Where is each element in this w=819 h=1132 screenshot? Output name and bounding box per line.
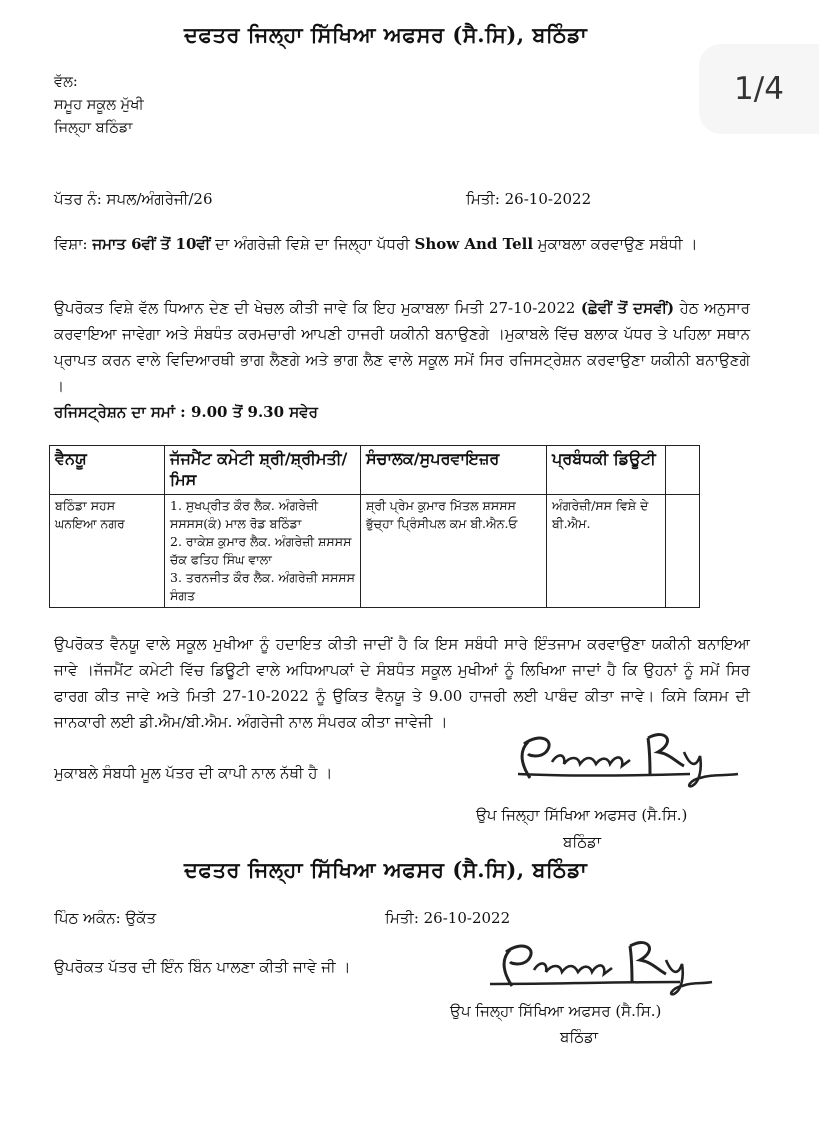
addressee-to: ਵੱਲ: [54, 74, 78, 90]
signature-image [480, 930, 720, 1000]
venue-table [49, 445, 700, 608]
subject-classes: ਜਮਾਤ 6ਵੀਂ ਤੋਂ 10ਵੀਂ [92, 235, 211, 253]
signatory-place: ਬਠਿੰਡਾ [563, 833, 602, 851]
cell-extra [666, 495, 700, 608]
paragraph-intro [54, 295, 750, 399]
header-venue: ਵੈਨਯੂ [50, 446, 165, 495]
signatory-place: ਬਠਿੰਡਾ [560, 1028, 599, 1046]
attachment-note: ਮੁਕਾਬਲੇ ਸੰਬਧੀ ਮੂਲ ਪੱਤਰ ਦੀ ਕਾਪੀ ਨਾਲ ਨੱਥੀ ਹੈ । [54, 764, 333, 782]
committee-member: 2. ਰਾਕੇਸ਼ ਕੁਮਾਰ ਲੈਕ. ਅੰਗਰੇਜ਼ੀ ਸ਼ਸਸਸ ਚੱਕ ਫਤਿਹ ਸਿੰਘ ਵਾਲਾ [170, 534, 352, 567]
header-admin-duty: ਪ੍ਰਬੰਧਕੀ ਡਿਊਟੀ [547, 446, 666, 495]
endorsement-office-title: ਦਫਤਰ ਜਿਲ੍ਹਾ ਸਿੱਖਿਆ ਅਫਸਰ (ਸੈ.ਸਿ), ਬਠਿੰਡਾ [184, 857, 588, 882]
signatory-designation: ਉਪ ਜਿਲ੍ਹਾ ਸਿੱਖਿਆ ਅਫਸਰ (ਸੈ.ਸਿ.) [476, 806, 688, 824]
signature-image [500, 722, 760, 792]
cell-supervisor: ਸ਼੍ਰੀ ਪ੍ਰੇਮ ਕੁਮਾਰ ਮਿੱਤਲ ਸ਼ਸਸਸ ਭੁੱਚ੍ਹਾ ਪ੍ਰਿੰਸੀਪਲ ਕਮ ਬੀ.ਐਨ.ਓ [361, 495, 547, 608]
letter-number: ਪੱਤਰ ਨੰ: ਸਪਲ/ਅੰਗਰੇਜੀ/26 [54, 190, 213, 208]
endorsement-number: ਪਿੰਠ ਅਕੰਨ: ਉਕੱਤ [54, 909, 157, 927]
office-title: ਦਫਤਰ ਜਿਲ੍ਹਾ ਸਿੱਖਿਆ ਅਫਸਰ (ਸੈ.ਸਿ), ਬਠਿੰਡਾ [184, 22, 588, 47]
cell-committee [165, 495, 361, 608]
subject-label: ਵਿਸ਼ਾ: [54, 235, 88, 253]
paragraph-intro-part1: ਉਪਰੋਕਤ ਵਿਸ਼ੇ ਵੱਲ ਧਿਆਨ ਦੇਣ ਦੀ ਖੇਚਲ ਕੀਤੀ ਜਾਵੇ ਕਿ ਇਹ ਮੁਕਾਬਲਾ ਮਿਤੀ 27-10-2022 [54, 299, 576, 317]
letter-date: ਮਿਤੀ: 26-10-2022 [466, 190, 592, 208]
addressee-line2: ਜਿਲ੍ਹਾ ਬਠਿੰਡਾ [54, 120, 133, 136]
addressee-line1: ਸਮੂਹ ਸਕੂਲ ਮੁੱਖੀ [54, 97, 144, 113]
committee-member: 3. ਤਰਨਜੀਤ ਕੌਰ ਲੈਕ. ਅੰਗਰੇਜ਼ੀ ਸਸਸਸ ਸੰਗਤ [170, 570, 355, 603]
endorsement-date: ਮਿਤੀ: 26-10-2022 [385, 909, 511, 927]
subject-line [54, 231, 750, 257]
paragraph-intro-part2: ਹੇਠ ਅਨੁਸਾਰ ਕਰਵਾਇਆ ਜਾਵੇਗਾ ਅਤੇ ਸੰਬਧੰਤ ਕਰਮਚਾਰੀ ਆਪਣੀ ਹਾਜਰੀ ਯਕੀਨੀ ਬਨਾਉਣਗੇ ।ਮੁਕਾਬਲੇ ਵਿੱਚ ਬਲਾਕ ਪੱਧਰ ਤੇ ਪਹਿਲਾ ਸਥਾਨ ਪ੍ਰਾਪਤ ਕਰਨ ਵਾਲੇ ਵਿਦਿਆਰਥੀ ਭਾਗ ਲੈਣਗੇ ਅਤੇ ਭਾਗ ਲੈਣ ਵਾਲੇ ਸਕੂਲ ਸਮੇਂ ਸਿਰ ਰਜਿਸਟ੍ਰੇਸ਼ਨ ਕਰਵਾਉਣਾ ਯਕੀਨੀ ਬਨਾਉਣਗੇ । [54, 299, 750, 395]
cell-venue: ਬਠਿੰਡਾ ਸਹਸ ਘਨਇਆ ਨਗਰ [50, 495, 165, 608]
paragraph-intro-classes: (ਛੇਵੀਂ ਤੋਂ ਦਸਵੀਂ) [580, 299, 675, 317]
table-header-row [50, 446, 700, 495]
page-indicator: 1/4 [699, 44, 819, 134]
registration-time: ਰਜਿਸਟ੍ਰੇਸ਼ਨ ਦਾ ਸਮਾਂ : 9.00 ਤੋਂ 9.30 ਸਵੇਰ [54, 403, 318, 421]
subject-competition-name: Show And Tell [414, 235, 534, 253]
signatory-designation: ਉਪ ਜਿਲ੍ਹਾ ਸਿੱਖਿਆ ਅਫਸਰ (ਸੈ.ਸਿ.) [450, 1002, 662, 1020]
cell-duty: ਅੰਗਰੇਜ਼ੀ/ਸਸ ਵਿਸ਼ੇ ਦੇ ਬੀ.ਐਮ. [547, 495, 666, 608]
committee-member: 1. ਸੁਖਪ੍ਰੀਤ ਕੌਰ ਲੈਕ. ਅੰਗਰੇਜ਼ੀ ਸਸਸਸ(ਕੰ) ਮਾਲ ਰੋਡ ਬਠਿੰਡਾ [170, 498, 318, 531]
subject-end: ਮੁਕਾਬਲਾ ਕਰਵਾਉਣ ਸਬੰਧੀ । [537, 235, 698, 253]
header-extra [666, 446, 700, 495]
paragraph-instructions: ਉਪਰੋਕਤ ਵੈਨਯੂ ਵਾਲੇ ਸਕੂਲ ਮੁਖੀਆ ਨੂੰ ਹਦਾਇਤ ਕੀਤੀ ਜਾਦੀਂ ਹੈ ਕਿ ਇਸ ਸਬੰਧੀ ਸਾਰੇ ਇੰਤਜਾਮ ਕਰਵਾਉਣਾ ਯਕੀਨੀ ਬਨਾਇਆ ਜਾਵੇ ।ਜੱਜਮੈਂਟ ਕਮੇਟੀ ਵਿੱਚ ਡਿਊਟੀ ਵਾਲੇ ਅਧਿਆਪਕਾਂ ਦੇ ਸੰਬਧੰਤ ਸਕੂਲ ਮੁਖੀਆਂ ਨੂੰ ਲਿਖਿਆ ਜਾਦਾਂ ਹੈ ਕਿ ਉਹਨਾਂ ਨੂੰ ਸਮੇਂ ਸਿਰ ਫਾਰਗ ਕੀਤ ਜਾਵੇ ਅਤੇ ਮਿਤੀ 27-10-2022 ਨੂੰ ਉਕਿਤ ਵੈਨਯੂ ਤੇ 9.00 ਹਾਜਰੀ ਲਈ ਪਾਬੰਦ ਕੀਤਾ ਜਾਵੇ। ਕਿਸੇ ਕਿਸਮ ਦੀ ਜਾਨਕਾਰੀ ਲਈ ਡੀ.ਐਮ/ਬੀ.ਐਮ. ਅੰਗਰੇਜੀ ਨਾਲ ਸੰਪਰਕ ਕੀਤਾ ਜਾਵੇਜੀ । [54, 635, 750, 731]
header-supervisor: ਸੰਚਾਲਕ/ਸੁਪਰਵਾਇਜ਼ਰ [361, 446, 547, 495]
subject-mid: ਦਾ ਅੰਗਰੇਜ਼ੀ ਵਿਸ਼ੇ ਦਾ ਜਿਲ੍ਹਾ ਪੱਧਰੀ [215, 235, 410, 253]
endorsement-note: ਉਪਰੋਕਤ ਪੱਤਰ ਦੀ ਇੰਨ ਬਿੰਨ ਪਾਲਣਾ ਕੀਤੀ ਜਾਵੇ ਜੀ । [54, 958, 351, 976]
table-row [50, 495, 700, 608]
header-judgement-committee: ਜੱਜਮੈਂਟ ਕਮੇਟੀ ਸ਼੍ਰੀ/ਸ਼੍ਰੀਮਤੀ/ਮਿਸ [165, 446, 361, 495]
